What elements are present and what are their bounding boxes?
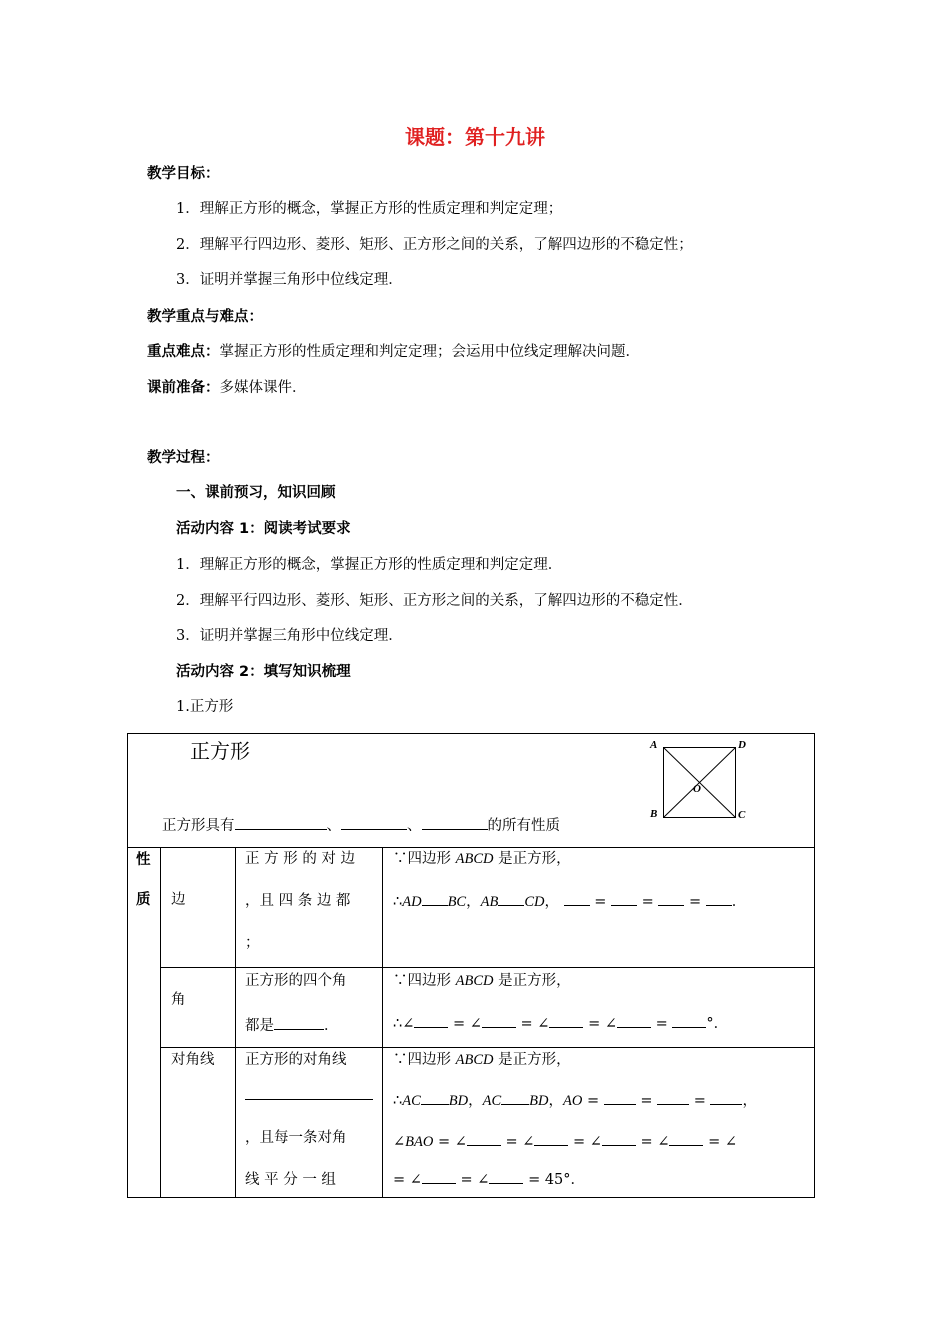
square-properties-table: [127, 733, 815, 1198]
goal-item-3: 3．证明并掌握三角形中位线定理．: [176, 272, 403, 288]
row-side-desc-2: ，且 四 条 边 都: [245, 893, 351, 909]
goal-item-1: 1．理解正方形的概念，掌握正方形的性质定理和判定定理；: [176, 201, 563, 217]
table-header-title: 正方形: [190, 739, 250, 763]
row-diagonal-conclusion-2: ∠BAO = ∠ = ∠ = ∠ = ∠ = ∠: [393, 1131, 737, 1150]
blank[interactable]: [341, 815, 407, 830]
activity-1-heading: 活动内容 1：阅读考试要求: [176, 521, 351, 537]
property-label-1: 性: [136, 852, 151, 868]
blank[interactable]: [245, 1085, 373, 1100]
row-diagonal-given: ∵四边形 ABCD 是正方形，: [393, 1052, 571, 1068]
row-side-name: 边: [171, 892, 186, 908]
blank[interactable]: [617, 1013, 651, 1028]
blank[interactable]: [658, 891, 684, 906]
process-heading: 教学过程：: [147, 450, 220, 466]
goal-item-2: 2．理解平行四边形、菱形、矩形、正方形之间的关系，了解四边形的不稳定性；: [176, 237, 693, 253]
key-points-label: 重点难点：: [147, 344, 220, 360]
activity-1-item-2: 2．理解平行四边形、菱形、矩形、正方形之间的关系，了解四边形的不稳定性．: [176, 593, 693, 609]
row-diagonal-desc-1: 正方形的对角线: [245, 1052, 347, 1068]
prep-text: 多媒体课件．: [219, 380, 307, 396]
vertex-d-label: D: [738, 739, 746, 751]
row-side-conclusion: ∴AD BC，AB CD， = = = ．: [393, 891, 746, 910]
key-points: [147, 345, 640, 360]
blank[interactable]: [467, 1131, 501, 1146]
square-intro-line: 正方形具有 、 、 的所有性质: [162, 815, 560, 834]
blank[interactable]: [669, 1131, 703, 1146]
vertex-a-label: A: [650, 739, 658, 751]
row-angle-given: ∵四边形 ABCD 是正方形，: [393, 973, 571, 989]
row-diagonal-conclusion-3: = ∠ = ∠ = 45°．: [393, 1169, 585, 1188]
row-diagonal-blank: [245, 1085, 373, 1104]
key-points-text: 掌握正方形的性质定理和判定定理；会运用中位线定理解决问题．: [219, 344, 640, 360]
blank[interactable]: [706, 891, 732, 906]
row-side-desc-1: 正 方 形 的 对 边: [245, 851, 356, 867]
blank[interactable]: [534, 1131, 568, 1146]
page-title: 课题：第十九讲: [405, 125, 545, 149]
blank[interactable]: [235, 815, 327, 830]
vertex-b-label: B: [650, 808, 658, 820]
blank[interactable]: [422, 1169, 456, 1184]
blank[interactable]: [604, 1090, 636, 1105]
blank[interactable]: [489, 1169, 523, 1184]
activity-1-item-1: 1．理解正方形的概念，掌握正方形的性质定理和判定定理．: [176, 557, 563, 573]
square-diagram: [645, 737, 745, 827]
blank[interactable]: [501, 1090, 529, 1105]
center-o-label: O: [693, 783, 701, 795]
blank[interactable]: [274, 1015, 324, 1030]
blank[interactable]: [602, 1131, 636, 1146]
row-diagonal-desc-2: ，且每一条对角: [245, 1130, 347, 1146]
prep: [147, 381, 307, 396]
row-side-desc-3: ；: [245, 935, 260, 951]
blank[interactable]: [549, 1013, 583, 1028]
row-angle-conclusion: ∴∠ = ∠ = ∠ = ∠ = °．: [393, 1013, 728, 1032]
blank[interactable]: [498, 891, 524, 906]
row-side-given: ∵四边形 ABCD 是正方形，: [393, 851, 571, 867]
goals-heading: 教学目标：: [147, 166, 220, 182]
activity-2-heading: 活动内容 2：填写知识梳理: [176, 664, 351, 680]
blank[interactable]: [422, 891, 448, 906]
blank[interactable]: [482, 1013, 516, 1028]
section-1-heading: 一、课前预习，知识回顾: [176, 485, 336, 501]
blank[interactable]: [611, 891, 637, 906]
blank[interactable]: [564, 891, 590, 906]
row-diagonal-name: 对角线: [171, 1052, 215, 1068]
blank[interactable]: [710, 1090, 742, 1105]
blank[interactable]: [421, 1090, 449, 1105]
prep-label: 课前准备：: [147, 380, 220, 396]
blank[interactable]: [657, 1090, 689, 1105]
row-angle-desc-2: 都是 ．: [245, 1015, 339, 1034]
property-label-2: 质: [136, 892, 151, 908]
row-diagonal-desc-3: 线 平 分 一 组: [245, 1172, 336, 1188]
activity-2-sub: 1.正方形: [176, 699, 234, 715]
row-diagonal-conclusion-1: ∴AC BD，AC BD，AO = = = ，: [393, 1090, 757, 1109]
blank[interactable]: [672, 1013, 706, 1028]
row-angle-desc-1: 正方形的四个角: [245, 973, 347, 989]
row-angle-name: 角: [171, 992, 186, 1008]
blank[interactable]: [422, 815, 488, 830]
activity-1-item-3: 3．证明并掌握三角形中位线定理．: [176, 628, 403, 644]
focus-heading: 教学重点与难点：: [147, 309, 263, 325]
blank[interactable]: [414, 1013, 448, 1028]
vertex-c-label: C: [738, 809, 746, 821]
